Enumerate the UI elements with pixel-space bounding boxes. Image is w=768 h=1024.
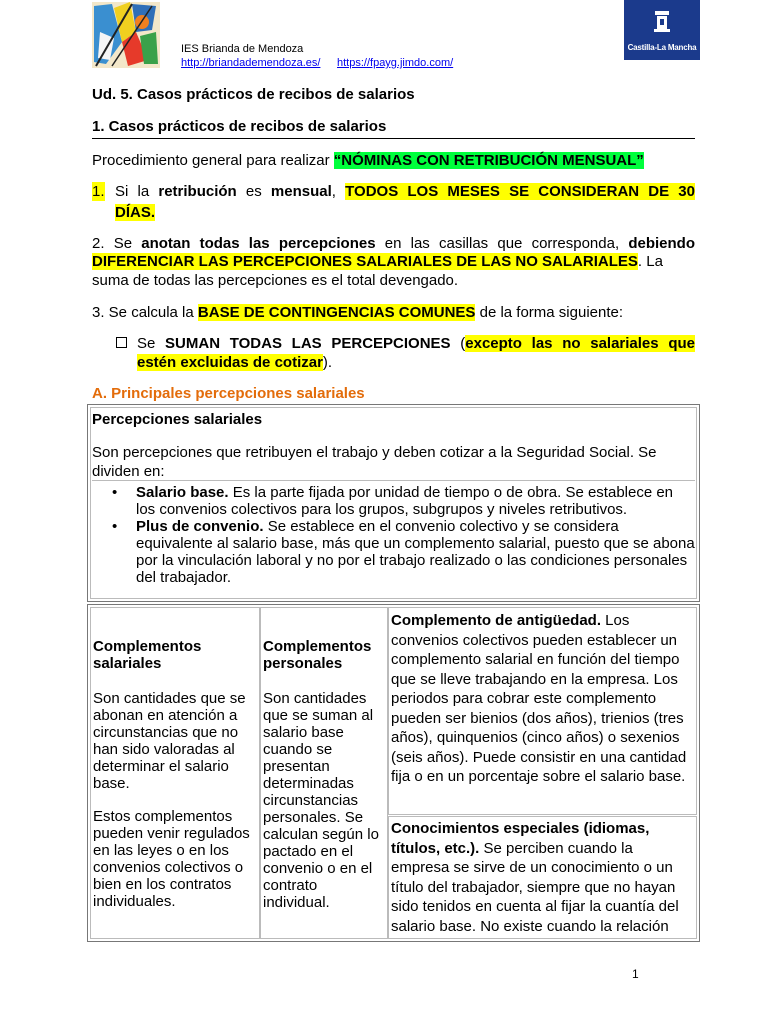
school-logo [92,2,160,68]
step1-text-c: , [331,183,346,200]
page-number: 1 [632,967,639,981]
step2-text-c: . La [637,253,663,270]
subsection-a-title: A. Principales percepciones salariales [92,385,365,402]
step1-paragraph [115,182,695,201]
jimdo-website-link[interactable]: https://fpayg.jimdo.com/ [337,57,454,69]
bullet3-text-b: ( [450,335,466,352]
intro-highlight: “NÓMINAS CON RETRIBUCIÓN MENSUAL” [333,152,644,169]
bullet-dot-icon: • [112,518,118,535]
conocimientos-text [391,819,691,936]
salario-base-text: Es la parte fijada por unidad de tiempo o de obra. Se establece en los convenios colectivos para los grupos, subgrupos y niveles retributivos. [136,484,674,518]
step2-bold-b: debiendo [628,235,695,252]
crest-icon [650,9,674,37]
step2-highlight: DIFERENCIAR LAS PERCEPCIONES SALARIALES DE LAS NO SALARIALES [92,253,638,270]
step2-line1 [92,234,695,253]
section-title: 1. Casos prácticos de recibos de salarios [92,118,387,135]
table1-item-plus-convenio [112,518,696,586]
bullet3-highlight-line1: excepto las no salariales que [465,335,695,352]
step2-line3: suma de todas las percepciones es el total devengado. [92,272,459,289]
step2-text-a: 2. Se [92,235,142,252]
step2-line2 [92,252,663,271]
salario-base-label: Salario base. [136,484,229,501]
conocimientos-label: Conocimientos especiales (idiomas, títulos, etc.). [391,820,650,857]
bullet3-text-a: Se [137,335,166,352]
col1-title: Complementos salariales [93,638,202,672]
step1-line2 [115,203,155,222]
region-name: Castilla-La Mancha [627,43,697,52]
step1-text-b: es [236,183,271,200]
complementos-salariales-cell [90,607,260,939]
bullet3-line2 [137,353,332,372]
intro-prefix: Procedimiento general para realizar [92,152,334,169]
step1-number: 1. [92,183,105,200]
percepciones-salariales-table [87,404,700,602]
school-website-link[interactable]: http://briandademendoza.es/ [181,57,321,69]
step1-highlight-line1: TODOS LOS MESES SE CONSIDERAN DE 30 [345,183,695,200]
step3-text-b: de la forma siguiente: [475,304,624,321]
bullet-dot-icon: • [112,484,118,501]
section-divider [92,138,695,139]
step3-paragraph [92,303,623,322]
table1-header: Percepciones salariales [92,411,263,428]
conocimientos-cell [388,816,697,939]
step1-mensual: mensual [270,183,332,200]
school-name: IES Brianda de Mendoza [181,43,304,55]
unit-title: Ud. 5. Casos prácticos de recibos de salarios [92,86,415,103]
plus-convenio-text: Se establece en el convenio colectivo y se considera equivalente al salario base, más que un complemento salarial, puesto que se abona por la vinculación laboral y no por el trabajo realizado o las condiciones personales del trabajador. [136,518,695,586]
table1-item-salario-base [112,484,696,518]
step1-highlight-line2: DÍAS. [115,204,156,221]
plus-convenio-label: Plus de convenio. [136,518,264,535]
table1-description: Son percepciones que retribuyen el trabajo y deben cotizar a la Seguridad Social. Se dividen en: [92,444,657,480]
step2-text-b: en las casillas que corresponda, [375,235,629,252]
step1-retribucion: retribución [158,183,237,200]
castilla-la-mancha-logo [624,0,700,60]
antiguedad-cell [388,607,697,815]
antiguedad-label: Complemento de antigüedad. [391,612,602,629]
bullet3-highlight-line2: estén excluidas de cotizar [137,354,323,371]
step3-text-a: 3. Se calcula la [92,304,198,321]
step1-text-a: Si la [115,183,159,200]
col1-paragraph2: Estos complementos pueden venir regulados en las leyes o en los convenios colectivos o bien en los contratos individuales. [93,808,250,910]
intro-paragraph [92,151,644,170]
bullet3-text-c: ). [322,354,333,371]
col1-paragraph1: Son cantidades que se abonan en atención a circunstancias que no han sido valoradas al determinar el salario base. [93,690,246,792]
col2-paragraph1: Son cantidades que se suman al salario base cuando se presentan determinadas circunstancias personales. Se calculan según lo pactado en el convenio o en el contrato individual. [263,690,379,911]
bullet3-bold: SUMAN TODAS LAS PERCEPCIONES [165,335,451,352]
checkbox-bullet-icon [116,337,127,348]
complementos-table [87,604,700,942]
antiguedad-description: Los convenios colectivos pueden establecer un complemento salarial en función del tiempo que se lleve trabajando en la empresa. Los periodos para cobrar este complemento pueden ser bienios (dos años), trienios (tres años), quinquenios (cinco años) o sexenios (seis años). Puede consistir en una cantidad fija o en un porcentaje sobre el salario base. [391,612,687,785]
col2-title: Complementos personales [263,638,372,672]
step3-highlight: BASE DE CONTINGENCIAS COMUNES [197,304,476,321]
conocimientos-description: Se perciben cuando la empresa se sirve de un conocimiento o un título del trabajador, siempre que no hayan sido tenidos en cuenta al fijar la cuantía del salario base. No existe cuando la relación [391,839,679,935]
antiguedad-text [391,611,691,787]
step2-bold-a: anotan todas las percepciones [141,235,376,252]
bullet3-line1 [137,334,695,353]
complementos-personales-cell [260,607,388,939]
